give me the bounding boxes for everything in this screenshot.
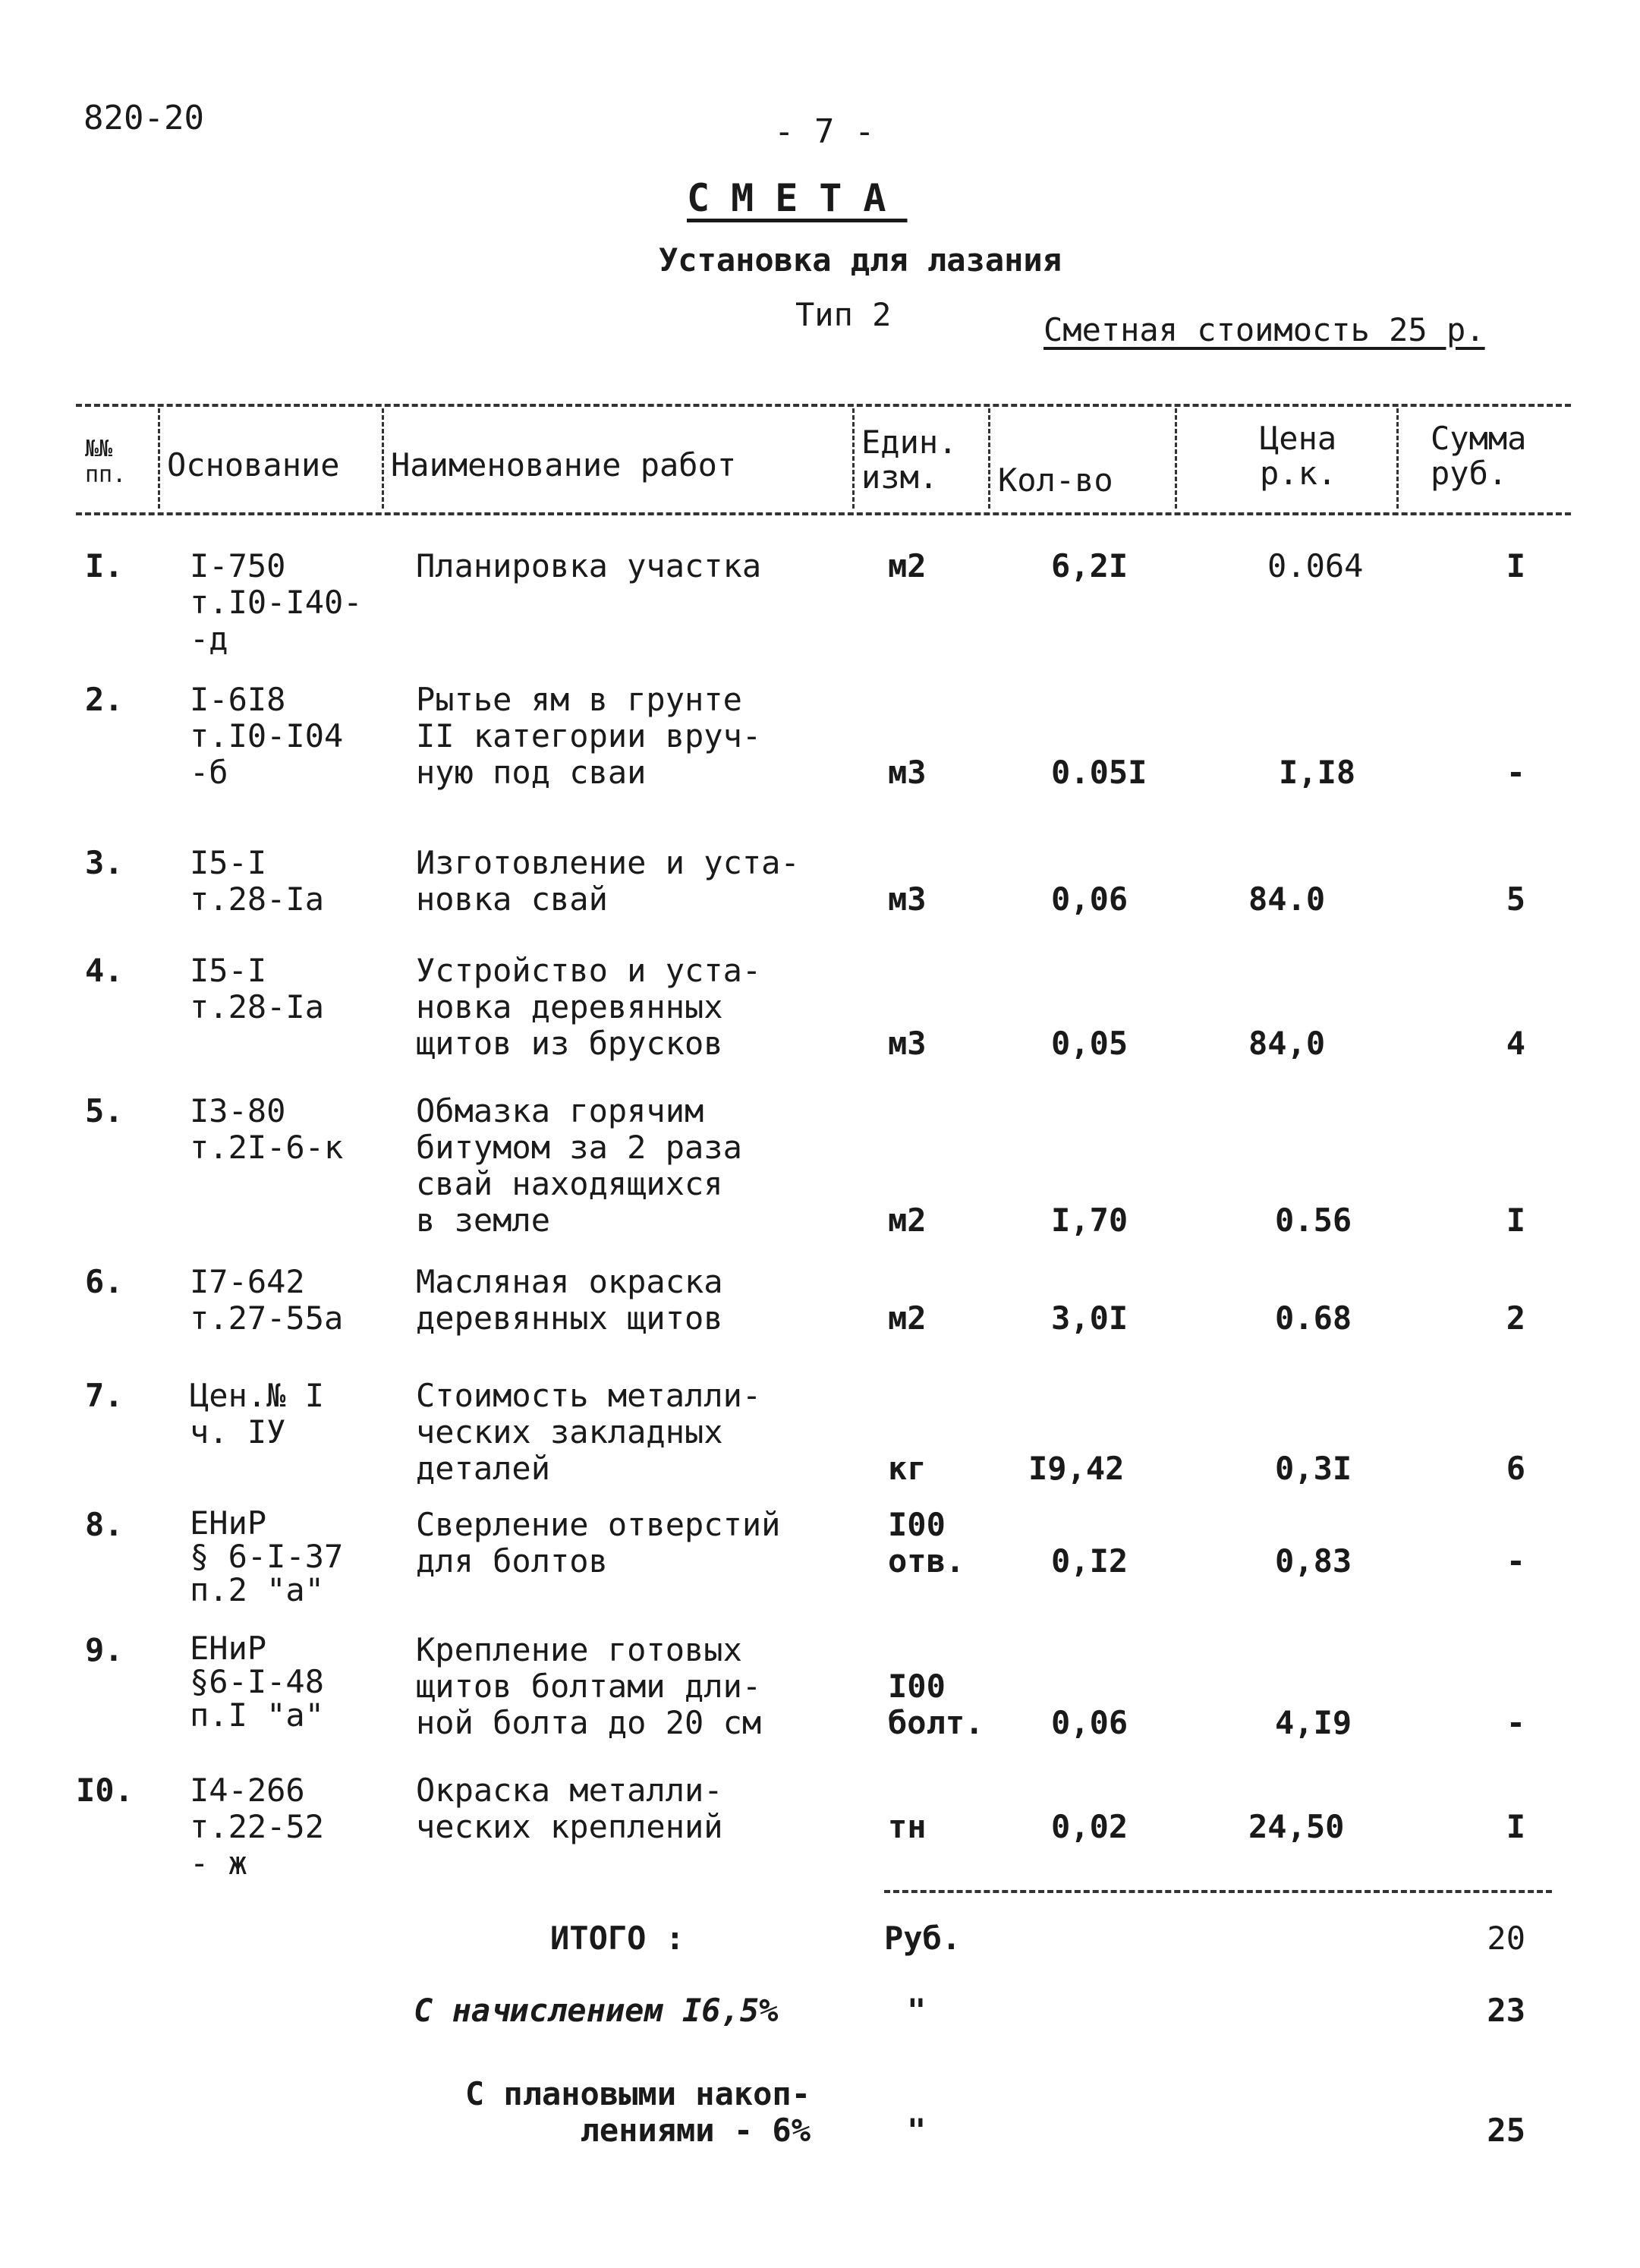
row-basis: I-6I8 т.I0-I04 -б <box>190 681 344 791</box>
header-name: Наименование работ <box>391 446 737 484</box>
row-sum: I <box>1506 1808 1525 1845</box>
document-type: Тип 2 <box>795 296 892 333</box>
header-divider <box>988 408 990 509</box>
row-sum: - <box>1506 1704 1525 1741</box>
row-num: 6. <box>85 1263 124 1300</box>
header-price: Цена р.к. <box>1260 420 1337 492</box>
row-price: 0.68 <box>1275 1299 1352 1337</box>
row-unit: м3 <box>888 754 927 791</box>
row-qty: 6,2I <box>1051 547 1128 584</box>
row-num: 5. <box>85 1092 124 1129</box>
row-unit: м2 <box>888 547 927 584</box>
total-label: С начислением I6,5% <box>414 1992 779 2029</box>
document-code: 820-20 <box>83 99 204 137</box>
row-price: 0.56 <box>1275 1202 1352 1239</box>
row-num: I0. <box>76 1772 134 1809</box>
row-num: 8. <box>85 1506 124 1543</box>
row-num: 3. <box>85 844 124 881</box>
row-price: 4,I9 <box>1275 1704 1352 1741</box>
row-qty: 0.05I <box>1051 754 1147 791</box>
row-name: Устройство и уста- новка деревянных щитов из брусков <box>416 952 762 1062</box>
row-name: Масляная окраска деревянных щитов <box>416 1263 723 1337</box>
row-sum: 2 <box>1506 1299 1525 1337</box>
row-unit: м2 <box>888 1202 927 1239</box>
row-basis: I5-I т.28-Iа <box>190 952 325 1025</box>
header-divider <box>1175 408 1177 509</box>
row-price: 84.0 <box>1248 880 1326 918</box>
header-num: №№ пп. <box>85 436 127 488</box>
row-price: 0,3I <box>1275 1450 1352 1487</box>
total-unit: " <box>907 1992 927 2029</box>
row-basis: ЕНиР § 6-I-37 п.2 "а" <box>190 1504 344 1608</box>
total-value: 25 <box>1487 2112 1525 2149</box>
row-name: Планировка участка <box>416 547 762 584</box>
row-basis: I5-I т.28-Iа <box>190 844 325 918</box>
header-divider <box>158 408 160 509</box>
row-qty: 0,06 <box>1051 1704 1128 1741</box>
total-label: С плановыми накоп- лениями - 6% <box>464 2075 811 2149</box>
row-qty: 0,06 <box>1051 880 1128 918</box>
row-sum: 5 <box>1506 880 1525 918</box>
row-num: 9. <box>85 1631 124 1668</box>
header-bottom-rule <box>76 512 1571 515</box>
row-qty: 0,05 <box>1051 1025 1128 1062</box>
row-name: Рытье ям в грунте II категории вруч- ную под сваи <box>416 681 762 791</box>
row-unit: I00 отв. <box>888 1506 965 1580</box>
row-num: 2. <box>85 681 124 718</box>
row-qty: 0,02 <box>1051 1808 1128 1845</box>
row-qty: I,70 <box>1051 1202 1128 1239</box>
header-top-rule <box>76 404 1571 407</box>
header-divider <box>852 408 855 509</box>
header-sum: Сумма руб. <box>1431 420 1527 492</box>
document-title: СМЕТА <box>687 176 908 220</box>
row-unit: м3 <box>888 880 927 918</box>
header-divider <box>1396 408 1399 509</box>
row-sum: 4 <box>1506 1025 1525 1062</box>
row-basis: ЕНиР §6-I-48 п.I "а" <box>190 1630 325 1734</box>
row-basis: I-750 т.I0-I40- -д <box>190 547 363 657</box>
row-num: 7. <box>85 1377 124 1414</box>
row-qty: I9,42 <box>1028 1450 1125 1487</box>
header-basis: Основание <box>167 446 340 484</box>
total-unit: Руб. <box>884 1920 962 1957</box>
totals-rule <box>884 1890 1552 1893</box>
row-qty: 0,I2 <box>1051 1542 1128 1580</box>
row-name: Сверление отверстий для болтов <box>416 1506 781 1580</box>
row-basis: I7-642 т.27-55а <box>190 1263 344 1337</box>
estimated-cost: Сметная стоимость 25 р. <box>1043 311 1485 348</box>
row-price: I,I8 <box>1279 754 1356 791</box>
row-num: I. <box>85 547 124 584</box>
header-unit: Един. изм. <box>861 424 958 496</box>
row-sum: I <box>1506 547 1525 584</box>
row-num: 4. <box>85 952 124 989</box>
row-name: Крепление готовых щитов болтами дли- ной болта до 20 см <box>416 1631 762 1741</box>
row-qty: 3,0I <box>1051 1299 1128 1337</box>
row-unit: кг <box>888 1450 927 1487</box>
row-unit: тн <box>888 1808 927 1845</box>
row-unit: м2 <box>888 1299 927 1337</box>
page-number: - 7 - <box>774 112 875 151</box>
row-sum: 6 <box>1506 1450 1525 1487</box>
total-label: ИТОГО : <box>550 1920 685 1957</box>
header-qty: Кол-во <box>998 461 1113 499</box>
row-price: 84,0 <box>1248 1025 1326 1062</box>
row-basis: I3-80 т.2I-6-к <box>190 1092 344 1166</box>
row-sum: - <box>1506 1542 1525 1580</box>
total-value: 20 <box>1487 1920 1525 1957</box>
row-sum: I <box>1506 1202 1525 1239</box>
document-subtitle: Установка для лазания <box>659 241 1062 279</box>
row-sum: - <box>1506 754 1525 791</box>
row-name: Окраска металли- ческих креплений <box>416 1772 723 1845</box>
row-price: 0.064 <box>1267 547 1364 584</box>
row-basis: I4-266 т.22-52 - ж <box>190 1772 325 1882</box>
row-name: Стоимость металли- ческих закладных деталей <box>416 1377 762 1487</box>
row-name: Обмазка горячим битумом за 2 раза свай находящихся в земле <box>416 1092 742 1239</box>
total-value: 23 <box>1487 1992 1525 2029</box>
row-name: Изготовление и уста- новка свай <box>416 844 800 918</box>
row-unit: I00 болт. <box>888 1668 984 1741</box>
row-basis: Цен.№ I ч. IУ <box>190 1377 325 1451</box>
row-unit: м3 <box>888 1025 927 1062</box>
total-unit: " <box>907 2112 927 2149</box>
row-price: 0,83 <box>1275 1542 1352 1580</box>
header-divider <box>382 408 384 509</box>
row-price: 24,50 <box>1248 1808 1345 1845</box>
